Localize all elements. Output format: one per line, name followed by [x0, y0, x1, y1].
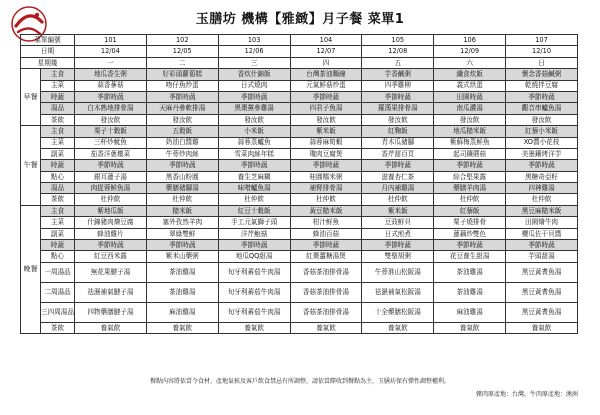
category-label: 三四周湯品	[41, 302, 75, 322]
menu-cell: 瓊肉豆腐煲	[290, 148, 362, 159]
menu-cell: 養氣飲	[362, 322, 434, 333]
table-row	[21, 251, 578, 262]
menu-cell: 季節時蔬	[506, 91, 578, 102]
menu-cell: 觀音串鱸魚湯	[506, 103, 578, 114]
menu-cell: 青木瓜豬腳	[362, 137, 434, 148]
menu-cell: 味噌鱸魚湯	[218, 183, 290, 194]
menu-cell: 乾燒拌豆腐	[506, 80, 578, 91]
category-label: 主食	[41, 69, 75, 80]
header-cell: 12/09	[434, 46, 506, 57]
category-label: 時蔬	[41, 240, 75, 251]
category-label: 湯品	[41, 183, 75, 194]
table-row	[21, 137, 578, 148]
menu-cell: 季節時蔬	[146, 91, 218, 102]
menu-cell: 季節時蔬	[506, 240, 578, 251]
menu-cell: 四季雞柳	[362, 80, 434, 91]
meal-label: 早餐	[21, 69, 41, 126]
menu-cell: 季節時蔬	[434, 240, 506, 251]
menu-cell: 牛蒡炒肉絲	[146, 148, 218, 159]
menu-cell: 柑汁鮮魚	[290, 217, 362, 228]
menu-cell: 塞外孜然羊肉	[146, 217, 218, 228]
menu-cell: XO醬小花枝	[506, 137, 578, 148]
table-row	[21, 103, 578, 114]
menu-cell: 季節時蔬	[362, 160, 434, 171]
menu-cell: 義式烘蛋	[434, 80, 506, 91]
menu-cell: 紫蘇梅蒸鮮魚	[434, 137, 506, 148]
menu-cell: 茶油雞湯	[146, 262, 218, 282]
menu-cell: 季節時蔬	[434, 160, 506, 171]
category-label: 茶飲	[41, 194, 75, 205]
menu-cell: 紅藜飯	[434, 205, 506, 216]
header-cell: 12/10	[506, 46, 578, 57]
menu-cell: 季節時蔬	[218, 91, 290, 102]
menu-cell: 日式燒肉	[218, 80, 290, 91]
header-cell: 12/07	[290, 46, 362, 57]
menu-cell: 養氣飲	[75, 322, 147, 333]
menu-cell: 季節時蔬	[362, 91, 434, 102]
menu-cell: 紫地瓜飯	[75, 205, 147, 216]
header-cell: 12/08	[362, 46, 434, 57]
menu-cell: 小米飯	[218, 126, 290, 137]
header-cell: 12/04	[75, 46, 147, 57]
header-cell: 103	[218, 35, 290, 46]
menu-cell: 杜仲飲	[362, 194, 434, 205]
menu-cell: 奶油白醬雞	[146, 137, 218, 148]
menu-cell: 黑糖奇亞籽	[506, 171, 578, 182]
menu-cell: 蒜蓉麻筍蝦	[290, 137, 362, 148]
menu-cell: 什錦豬肉燴豆腐	[75, 217, 147, 228]
category-label: 主菜	[41, 80, 75, 91]
menu-cell: 台灣茶油麵線	[290, 69, 362, 80]
header-cell: 四	[290, 57, 362, 68]
menu-cell: 芋香鹹粥	[362, 69, 434, 80]
menu-cell: 養氣飲	[146, 322, 218, 333]
menu-cell: 養氣飲	[218, 322, 290, 333]
menu-cell: 蒜香蔘菇	[75, 80, 147, 91]
footnote: 餐點內容將依當令食材、產地氣候及客戶飲食禁忌有所調整，請依當際收到餐點為主，玉膳坊保有彈性調整權利。	[149, 378, 450, 385]
menu-cell: 四神雞湯	[506, 183, 578, 194]
menu-cell: 蓮藕炒雙色	[434, 228, 506, 239]
menu-cell: 季節時蔬	[75, 91, 147, 102]
header-cell: 日	[506, 57, 578, 68]
header-cell: 12/05	[146, 46, 218, 57]
menu-cell: 起司鑲蘑菇	[434, 148, 506, 159]
category-label: 二周湯品	[41, 282, 75, 302]
menu-cell: 蒜蓉蒸鱸魚	[218, 137, 290, 148]
menu-cell: 月內補雞湯	[362, 183, 434, 194]
menu-cell: 肉捉蓉鮮魚湯	[75, 183, 147, 194]
menu-cell: 香菇茶油排骨湯	[290, 282, 362, 302]
menu-cell: 花豆養生甜湯	[434, 251, 506, 262]
category-label: 茶飲	[41, 114, 75, 125]
menu-cell: 發汝飲	[218, 114, 290, 125]
menu-cell: 黑棗黨參雞湯	[218, 103, 290, 114]
menu-cell: 地瓜QQ甜湯	[218, 251, 290, 262]
header-row	[21, 35, 578, 46]
header-cell: 一	[75, 57, 147, 68]
menu-cell: 牛蒡淮山松阪湯	[362, 262, 434, 282]
menu-cell: 發汝飲	[146, 114, 218, 125]
header-label: 菜單編號	[21, 35, 75, 46]
menu-cell: 杜仲飲	[506, 194, 578, 205]
header-cell: 101	[75, 35, 147, 46]
menu-cell: 麻油雞湯	[146, 302, 218, 322]
menu-cell: 旬牙利蕃茄牛肉湯	[218, 302, 290, 322]
category-label: 時蔬	[41, 91, 75, 102]
menu-cell: 季節時蔬	[146, 240, 218, 251]
table-row	[21, 80, 578, 91]
menu-cell: 手工元氣獅子頭	[218, 217, 290, 228]
menu-cell: 田園時蔬	[434, 91, 506, 102]
menu-cell: 無花果腱子湯	[75, 262, 147, 282]
menu-cell: 銀耳蓮子湯	[75, 171, 147, 182]
menu-cell: 旬牙利蕃茄牛肉湯	[218, 262, 290, 282]
header-row	[21, 57, 578, 68]
menu-cell: 杜仲飲	[434, 194, 506, 205]
menu-cell: 黑豆麻糙米飯	[506, 205, 578, 216]
category-label: 主菜	[41, 137, 75, 148]
menu-cell: 杜仲飲	[146, 194, 218, 205]
header-row	[21, 46, 578, 57]
table-row	[21, 262, 578, 282]
table-row	[21, 205, 578, 216]
menu-cell: 翠綠雙鮮	[146, 228, 218, 239]
header-cell: 三	[218, 57, 290, 68]
table-row	[21, 282, 578, 302]
table-row	[21, 194, 578, 205]
header-cell: 六	[434, 57, 506, 68]
menu-cell: 地瓜香生粥	[75, 69, 147, 80]
menu-cell: 發汝飲	[75, 114, 147, 125]
menu-cell: 紅麴飯	[362, 126, 434, 137]
table-row	[21, 183, 578, 194]
menu-cell: 祛濕補氣松阪湯	[362, 282, 434, 302]
menu-cell: 茶油雞湯	[146, 282, 218, 302]
menu-cell: 桂圓糯米粥	[290, 171, 362, 182]
menu-cell: 紫米飯	[290, 126, 362, 137]
header-cell: 102	[146, 35, 218, 46]
table-row	[21, 148, 578, 159]
menu-cell: 季節時蔬	[362, 240, 434, 251]
menu-cell: 香芹甜百頁	[362, 148, 434, 159]
table-row	[21, 126, 578, 137]
menu-cell: 黑豆黃耆魚湯	[506, 262, 578, 282]
header-cell: 105	[362, 35, 434, 46]
menu-cell: 五穀飯	[146, 126, 218, 137]
menu-cell: 洋芹鮑菇	[218, 228, 290, 239]
menu-cell: 田園燴牛肉	[506, 217, 578, 228]
menu-cell: 白木熟地排骨湯	[75, 103, 147, 114]
menu-cell: 季節時蔬	[290, 160, 362, 171]
header-cell: 二	[146, 57, 218, 68]
menu-table	[20, 34, 578, 334]
header-label: 星期幾	[21, 57, 75, 68]
menu-cell: 季節時蔬	[290, 240, 362, 251]
meal-label: 晚餐	[21, 205, 41, 333]
header-cell: 五	[362, 57, 434, 68]
menu-cell: 紫米飯	[362, 205, 434, 216]
menu-cell: 綜合堅果露	[434, 171, 506, 182]
menu-cell: 黑香山粉圓	[146, 171, 218, 182]
menu-cell: 發汝飲	[506, 114, 578, 125]
category-label: 點心	[41, 171, 75, 182]
table-row	[21, 91, 578, 102]
menu-cell: 地瓜糙米飯	[434, 126, 506, 137]
category-label: 點心	[41, 251, 75, 262]
menu-cell: 元氣鮮菇炒蛋	[290, 80, 362, 91]
menu-cell: 日式煎煮	[362, 228, 434, 239]
menu-cell: 美墨鑲烤洋芋	[506, 148, 578, 159]
menu-cell: 羅漢果排骨湯	[362, 103, 434, 114]
menu-cell: 麻油雞湯	[434, 302, 506, 322]
menu-cell: 天麻丹參軟排湯	[146, 103, 218, 114]
menu-cell: 香炊什錦飯	[218, 69, 290, 80]
menu-cell: 芋頭甜湯	[506, 251, 578, 262]
menu-cell: 季節時蔬	[146, 160, 218, 171]
table-row	[21, 69, 578, 80]
menu-cell: 發汝飲	[362, 114, 434, 125]
header-cell: 12/06	[218, 46, 290, 57]
menu-cell: 養氣飲	[290, 322, 362, 333]
menu-cell: 香菇茶油排骨湯	[290, 262, 362, 282]
menu-cell: 藥膳豬腳湯	[146, 183, 218, 194]
category-label: 主菜	[41, 217, 75, 228]
category-label: 時蔬	[41, 160, 75, 171]
menu-cell: 蜂油雞片	[75, 228, 147, 239]
menu-cell: 蜂油百菇	[290, 228, 362, 239]
menu-cell: 季節時蔬	[218, 240, 290, 251]
category-label: 一周湯品	[41, 262, 75, 282]
menu-cell: 糙米飯	[146, 205, 218, 216]
menu-cell: 豆豉鮮貝	[362, 217, 434, 228]
menu-cell: 季節時蔬	[75, 160, 147, 171]
menu-cell: 好彩頭蘿蔔糕	[146, 69, 218, 80]
menu-cell: 黑豆黃耆魚湯	[506, 302, 578, 322]
menu-cell: 吻仔魚炒蛋	[146, 80, 218, 91]
category-label: 副菜	[41, 148, 75, 159]
menu-cell: 三杯炒魷魚	[75, 137, 147, 148]
menu-cell: 雪菜肉絲年糕	[218, 148, 290, 159]
category-label: 茶飲	[41, 322, 75, 333]
menu-cell: 十全藥膳松阪湯	[362, 302, 434, 322]
menu-cell: 紫米山藥粥	[146, 251, 218, 262]
header-cell: 104	[290, 35, 362, 46]
header-label: 日期	[21, 46, 75, 57]
menu-cell: 季節時蔬	[506, 160, 578, 171]
header-cell: 107	[506, 35, 578, 46]
menu-cell: 紅棗薑糖湯煲	[290, 251, 362, 262]
menu-cell: 栗子燒排骨	[434, 217, 506, 228]
menu-cell: 季節時蔬	[290, 91, 362, 102]
menu-cell: 杜仲飲	[290, 194, 362, 205]
category-label: 主食	[41, 205, 75, 216]
menu-cell: 祛濕補氣腱子湯	[75, 282, 147, 302]
table-row	[21, 160, 578, 171]
table-row	[21, 114, 578, 125]
menu-cell: 懷念香菇鹹粥	[506, 69, 578, 80]
origin-note: 豬肉原產地：台灣，牛肉原產地：澳洲	[475, 391, 578, 398]
menu-cell: 藥膳羊肉湯	[434, 183, 506, 194]
table-row	[21, 302, 578, 322]
menu-cell: 櫻瓜佐干貝醬	[506, 228, 578, 239]
menu-cell: 滋養杏仁茶	[362, 171, 434, 182]
menu-cell: 纖食炊飯	[434, 69, 506, 80]
menu-cell: 養氣飲	[506, 322, 578, 333]
menu-cell: 茶油雞湯	[434, 282, 506, 302]
menu-cell: 南瓜濃湯	[434, 103, 506, 114]
header-cell: 106	[434, 35, 506, 46]
menu-cell: 茶油雞湯	[434, 262, 506, 282]
category-label: 主食	[41, 126, 75, 137]
menu-cell: 黑豆黃耆魚湯	[506, 282, 578, 302]
table-row	[21, 240, 578, 251]
meal-label: 午餐	[21, 126, 41, 206]
menu-cell: 四君子魚湯	[290, 103, 362, 114]
menu-cell: 杜仲飲	[75, 194, 147, 205]
page-title: 玉膳坊 機構【雅緻】月子餐 菜單1	[195, 12, 405, 27]
menu-cell: 栗子十穀飯	[75, 126, 147, 137]
menu-cell: 發汝飲	[290, 114, 362, 125]
menu-cell: 旬牙利蕃茄牛肉湯	[218, 282, 290, 302]
menu-cell: 季節時蔬	[75, 240, 147, 251]
category-label: 副菜	[41, 228, 75, 239]
menu-cell: 養生芝麻糊	[218, 171, 290, 182]
menu-cell: 紅藜小米飯	[506, 126, 578, 137]
menu-cell: 杜仲飲	[218, 194, 290, 205]
table-row	[21, 322, 578, 333]
category-label: 湯品	[41, 103, 75, 114]
menu-cell: 養氣飲	[434, 322, 506, 333]
menu-cell: 發汝飲	[434, 114, 506, 125]
menu-cell: 香菇茶油排骨湯	[290, 302, 362, 322]
menu-cell: 四物藥膳腱子湯	[75, 302, 147, 322]
table-row	[21, 228, 578, 239]
menu-cell: 紅豆西米露	[75, 251, 147, 262]
table-row	[21, 171, 578, 182]
menu-cell: 季節時蔬	[218, 160, 290, 171]
menu-cell: 茄香洋蔥燉菜	[75, 148, 147, 159]
menu-cell: 黃豆糙米飯	[290, 205, 362, 216]
menu-cell: 補腎排骨湯	[290, 183, 362, 194]
menu-cell: 紅豆十穀飯	[218, 205, 290, 216]
menu-cell: 雙聖胡粥	[362, 251, 434, 262]
table-row	[21, 217, 578, 228]
